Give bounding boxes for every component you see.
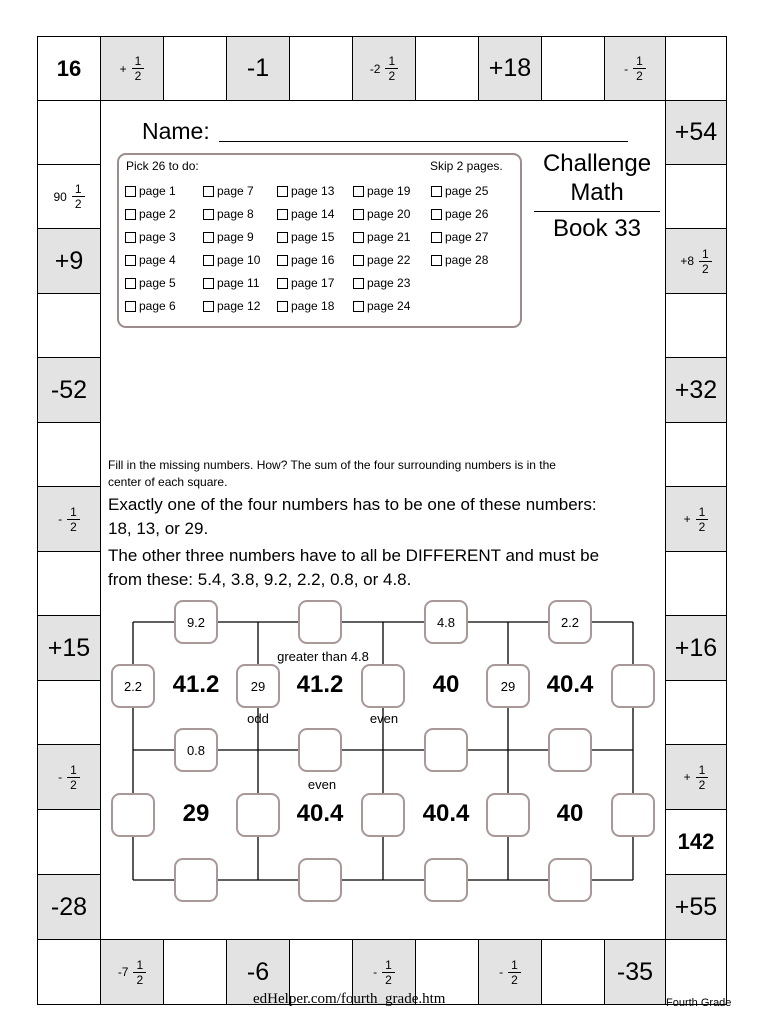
square-sum: 40: [556, 800, 584, 827]
square-sum: 41.2: [296, 671, 344, 698]
checkbox-label: page 9: [217, 230, 254, 244]
border-value: +16: [674, 633, 718, 662]
puzzle-answer-box[interactable]: [298, 600, 342, 644]
checkbox-label: page 15: [291, 230, 335, 244]
fraction-numerator: 1: [136, 957, 144, 972]
border-value: -35: [616, 957, 654, 986]
checkbox-label: page 7: [217, 184, 254, 198]
checkbox-label: page 23: [367, 276, 411, 290]
checkbox-label: page 27: [445, 230, 489, 244]
title-line-1: Challenge: [542, 150, 652, 177]
fraction-whole: -: [373, 965, 378, 979]
border-value: -6: [246, 957, 270, 986]
checkbox-label: page 20: [367, 207, 411, 221]
square-sum: 40.4: [296, 800, 344, 827]
puzzle-answer-box[interactable]: [298, 728, 342, 772]
puzzle-answer-box[interactable]: [361, 793, 405, 837]
puzzle-answer-box[interactable]: 0.8: [174, 728, 218, 772]
puzzle-answer-box[interactable]: 9.2: [174, 600, 218, 644]
fraction-whole: -: [58, 512, 63, 526]
fraction-numerator: 1: [698, 762, 706, 777]
puzzle-answer-box[interactable]: [611, 664, 655, 708]
fraction-whole: -: [624, 61, 629, 76]
checkbox-label: page 22: [367, 253, 411, 267]
border-value: -28: [50, 892, 88, 921]
border-value: +15: [47, 633, 91, 662]
fraction-denominator: 2: [132, 68, 145, 83]
checkbox-label: page 21: [367, 230, 411, 244]
checkbox-label: page 10: [217, 253, 261, 267]
fraction-numerator: 1: [385, 957, 392, 972]
puzzle-answer-box[interactable]: [298, 858, 342, 902]
border-value: 142: [677, 829, 715, 854]
checkbox-label: page 11: [217, 276, 260, 290]
fraction-whole: +: [119, 61, 127, 76]
fraction-numerator: 1: [134, 54, 142, 68]
square-sum: 41.2: [172, 671, 220, 698]
puzzle-answer-box[interactable]: 4.8: [424, 600, 468, 644]
book-number: Book 33: [552, 215, 642, 242]
checkbox-label: page 17: [291, 276, 335, 290]
fraction-denominator: 2: [699, 261, 712, 276]
checkbox-label: page 8: [217, 207, 254, 221]
puzzle-answer-box[interactable]: [424, 858, 468, 902]
checkbox-label: page 1: [139, 184, 176, 198]
fraction-numerator: 1: [70, 504, 77, 519]
fraction-numerator: 1: [636, 54, 643, 68]
instruction-line-2: center of each square.: [108, 475, 228, 489]
puzzle-answer-box[interactable]: [236, 793, 280, 837]
checkbox-label: page 13: [291, 184, 335, 198]
checkbox-label: page 25: [445, 184, 489, 198]
puzzle-answer-box[interactable]: [611, 793, 655, 837]
puzzle-answer-box[interactable]: [174, 858, 218, 902]
fraction-denominator: 2: [508, 972, 521, 987]
checkbox-label: page 6: [139, 299, 176, 313]
skip-label: Skip 2 pages.: [430, 159, 503, 173]
checkbox-label: page 26: [445, 207, 489, 221]
instruction-line-4: 18, 13, or 29.: [108, 519, 209, 538]
fraction-denominator: 2: [133, 972, 146, 987]
footer-grade: Fourth Grade: [666, 997, 732, 1009]
puzzle-answer-box[interactable]: [548, 728, 592, 772]
square-sum: 29: [182, 800, 210, 827]
border-value: +32: [674, 375, 718, 404]
puzzle-answer-box[interactable]: 2.2: [111, 664, 155, 708]
instruction-line-5: The other three numbers have to all be DIFFERENT and must be: [108, 546, 600, 565]
puzzle-answer-box[interactable]: [486, 793, 530, 837]
hint-even: even: [369, 711, 399, 726]
fraction-whole: -2: [369, 61, 381, 76]
fraction-numerator: 1: [388, 54, 396, 68]
fraction-whole: -: [58, 770, 63, 784]
fraction-denominator: 2: [72, 196, 85, 211]
fraction-denominator: 2: [633, 68, 646, 83]
border-value: +55: [674, 892, 718, 921]
fraction-whole: -: [499, 965, 504, 979]
checkbox-label: page 28: [445, 253, 489, 267]
square-sum: 40.4: [546, 671, 594, 698]
fraction-denominator: 2: [67, 777, 80, 792]
puzzle-answer-box[interactable]: 29: [486, 664, 530, 708]
title-line-2: Math: [570, 179, 624, 206]
checkbox-label: page 19: [367, 184, 411, 198]
fraction-denominator: 2: [385, 68, 398, 83]
fraction-denominator: 2: [382, 972, 395, 987]
square-sum: 40.4: [422, 800, 470, 827]
checkbox-label: page 2: [139, 207, 176, 221]
checkbox-label: page 12: [217, 299, 261, 313]
fraction-denominator: 2: [696, 519, 709, 534]
border-value: +9: [54, 246, 84, 275]
square-sum: 40: [432, 671, 460, 698]
fraction-numerator: 1: [702, 246, 709, 261]
checkbox-label: page 16: [291, 253, 335, 267]
puzzle-answer-box[interactable]: [548, 858, 592, 902]
border-value: 16: [56, 55, 82, 81]
checkbox-label: page 4: [139, 253, 176, 267]
border-value: +18: [488, 54, 532, 82]
fraction-whole: -7: [117, 965, 129, 979]
footer-url: edHelper.com/fourth_grade.htm: [253, 991, 446, 1007]
instruction-line-3: Exactly one of the four numbers has to be one of these numbers:: [108, 495, 597, 514]
fraction-whole: +: [683, 770, 691, 784]
instruction-line-1: Fill in the missing numbers. How? The sum of the four surrounding numbers is in the: [108, 458, 556, 472]
fraction-whole: +8: [680, 254, 694, 268]
fraction-numerator: 1: [698, 504, 706, 519]
fraction-numerator: 1: [70, 762, 77, 777]
hint-greater-than: greater than 4.8: [277, 649, 369, 664]
checkbox-label: page 5: [139, 276, 176, 290]
puzzle-answer-box[interactable]: [361, 664, 405, 708]
border-value: -52: [50, 375, 88, 404]
puzzle-answer-box[interactable]: [424, 728, 468, 772]
fraction-whole: 90: [53, 189, 67, 204]
border-value: -1: [246, 54, 270, 82]
puzzle-answer-box[interactable]: [111, 793, 155, 837]
hint-even: even: [307, 777, 337, 792]
puzzle-answer-box[interactable]: 2.2: [548, 600, 592, 644]
border-value: +54: [674, 118, 718, 146]
fraction-denominator: 2: [696, 777, 709, 792]
fraction-denominator: 2: [67, 519, 80, 534]
checkbox-label: page 18: [291, 299, 335, 313]
checkbox-label: page 3: [139, 230, 176, 244]
fraction-numerator: 1: [74, 182, 82, 196]
checkbox-label: page 24: [367, 299, 411, 313]
checkbox-label: page 14: [291, 207, 335, 221]
hint-odd: odd: [247, 711, 269, 726]
pick-label: Pick 26 to do:: [126, 159, 199, 173]
fraction-whole: +: [683, 512, 691, 526]
instruction-line-6: from these: 5.4, 3.8, 9.2, 2.2, 0.8, or 4.8.: [108, 570, 412, 589]
puzzle-answer-box[interactable]: 29: [236, 664, 280, 708]
fraction-numerator: 1: [511, 957, 518, 972]
name-label: Name:: [142, 118, 210, 144]
